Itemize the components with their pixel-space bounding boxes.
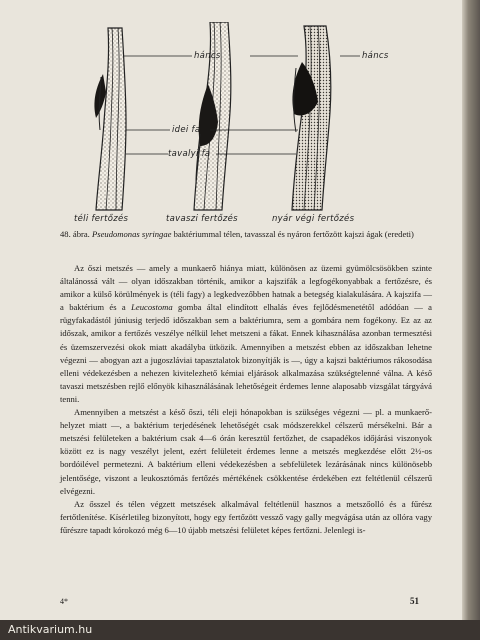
paragraph-1-part-a: Az őszi metszés — amely a munkaerő hiánya miatt, különösen az üzemi gyümölcsösökben szinte általánossá vált — olyan időszakban történik, amikor a kajszifák a legfogékonyabbak a fertőzésre, és amikor a külső körülmények is (téli fagy) a legkedvezőbben hatnak a betegség kialakulására. A kajszifa — a baktérium és a: [60, 263, 432, 313]
figure-illustration: [40, 22, 440, 222]
label-tavalyi-fa: tavalyi fa: [168, 149, 211, 159]
paragraph-3: Az ősszel és télen végzett metszések alkalmával feltétlenül hasznos a metszőolló és a fűrész fertőtlenítése. Kísérletileg bizonyított, hogy egy fertőzött vessző vagy gally megvágása után az ollóra vagy fűrészre tapadt kórokozó még 6—10 újabb metszési felületet képes fertőzni. Jelenlegi is-: [60, 498, 432, 535]
panel-label-winter: téli fertőzés: [74, 214, 129, 224]
panel-label-spring: tavaszi fertőzés: [166, 214, 238, 224]
branch-late-summer: [292, 26, 331, 210]
page-number: 51: [410, 596, 419, 606]
caption-species: Pseudomonas syringae: [91, 229, 172, 239]
branch-winter: [94, 28, 126, 210]
figure-caption: [60, 228, 432, 240]
paragraph-1: [60, 262, 432, 406]
caption-text: baktériummal télen, tavasszal és nyáron fertőzött kajszi ágak (eredeti): [173, 229, 414, 239]
panel-label-late-summer: nyár végi fertőzés: [272, 214, 355, 224]
body-text: [60, 262, 432, 537]
label-hancs-1: háncs: [194, 51, 221, 61]
book-spine: [462, 0, 480, 640]
paragraph-2: Amennyiben a metszést a késő őszi, téli eleji hónapokban is szükséges végezni — pl. a munkaerő-helyzet miatt —, a baktérium terjedésének lehetőségét csak módszerekkel célszerű mérsékelni. Bár a metszési felületeken a baktérium csak 4—6 órán keresztül fertőzhet, de csapadékos időjárási viszonyok között ez is nagy veszélyt jelent, ezért felületeit érdemes lenne a metszés megkezdése előtt 2½-os bordóilével permetezni. A baktérium elleni védekezésben a sebfelületek lezárásának nincs különösebb jelentősége, viszont a leukosztómás fertőzés mértékének csökkentése érdekében ezt feltétlenül célszerű elvégezni.: [60, 407, 432, 496]
paragraph-1-italic: Leucostoma: [131, 302, 173, 313]
paragraph-1-part-b: gomba által elindított elhalás éves fejlődésmenetétől adódóan — a rügyfakadástól júniusig terjedő időszakban sem a baktériumra, sem a gombára nem fogékony. Ez az az időszak, amikor a fertőzés veszélye nélkül lehet metszeni a fákat. Ennek kihasználása azonban termesztési és üzemszervezési okok miatt akadályba ütközik. Amennyiben a metszést ebben az időszakban lehetne végezni — abogyan azt a jugoszláviai tapasztalatok bizonyítják is —, úgy a kajszi baktériumos rákosodása elleni védekezésben a nehezen kivitelezhető kémiai eljárások alkalmazása szükségtelenné válna. A késő tavaszi metszésben rejlő előnyök kihasználásának lehetőségeit érdemes lenne alaposabb vizsgálat tárgyává tenni.: [60, 302, 432, 404]
label-idei-fa: idei fa: [172, 125, 201, 135]
caption-number: 48. ábra.: [60, 229, 90, 239]
label-hancs-2: háncs: [362, 51, 389, 61]
printer-signature: 4*: [60, 597, 68, 606]
site-watermark: Antikvarium.hu: [0, 620, 480, 640]
